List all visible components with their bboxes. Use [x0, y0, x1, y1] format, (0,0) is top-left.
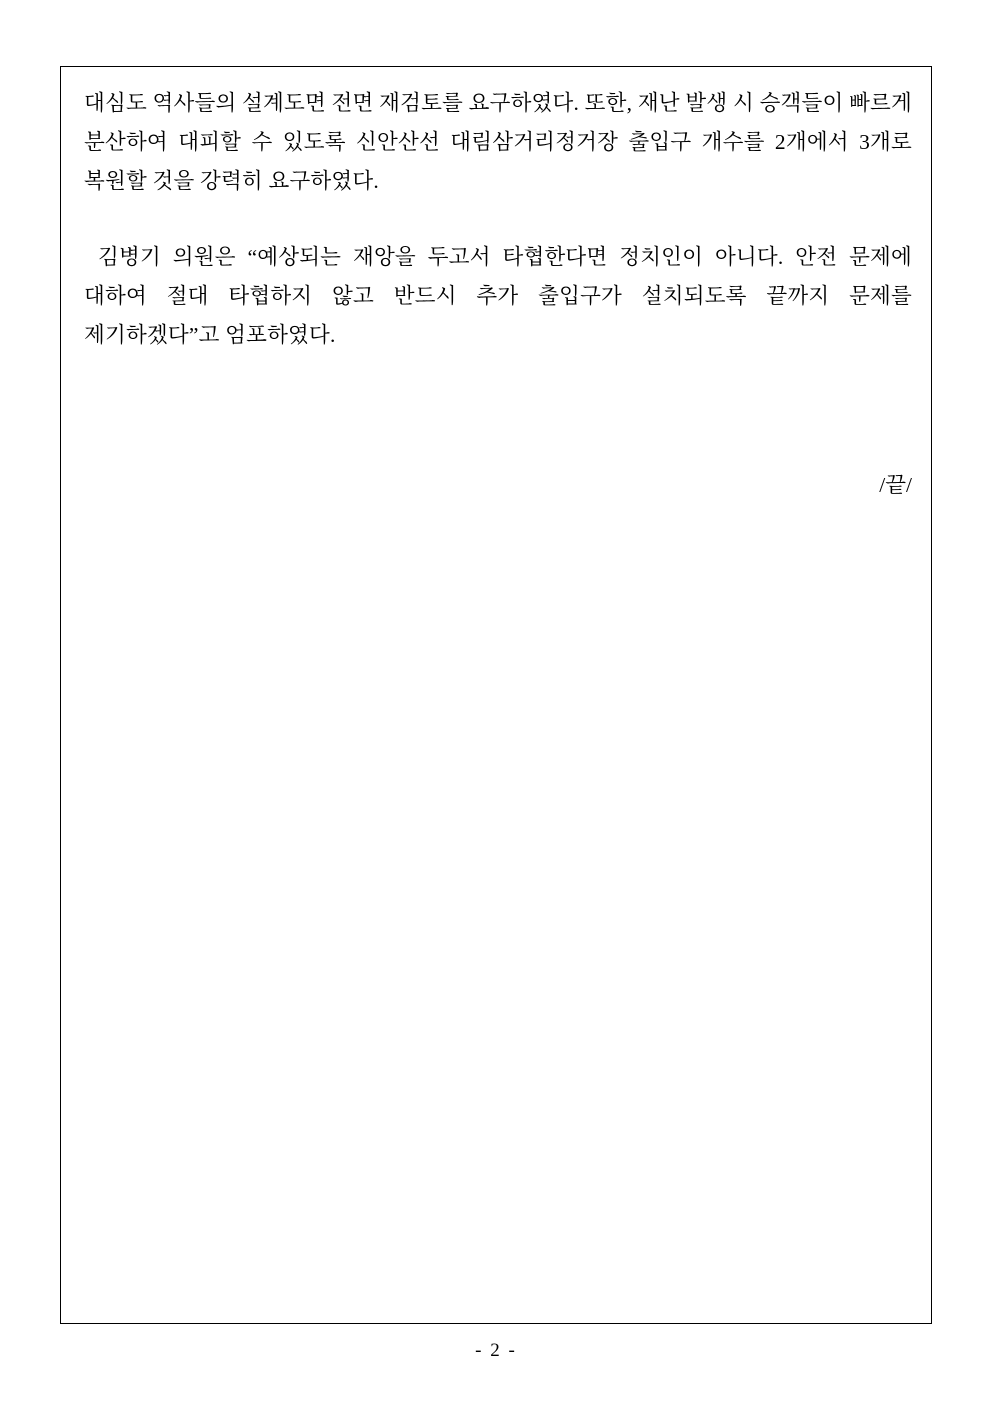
end-of-document-mark: /끝/: [879, 473, 912, 497]
page-number: - 2 -: [475, 1340, 517, 1361]
paragraph-1: 대심도 역사들의 설계도면 전면 재검토를 요구하였다. 또한, 재난 발생 시 승객들이 빠르게 분산하여 대피할 수 있도록 신안산선 대림삼거리정거장 출입구 개수를 2개에서 3개로 복원할 것을 강력히 요구하였다.: [84, 91, 912, 193]
paragraph-2: 김병기 의원은 “예상되는 재앙을 두고서 타협한다면 정치인이 아니다. 안전 문제에 대하여 절대 타협하지 않고 반드시 추가 출입구가 설치되도록 끝까지 문제를 제기하겠다”고 엄포하였다.: [84, 245, 912, 347]
document-body: [80, 84, 916, 355]
